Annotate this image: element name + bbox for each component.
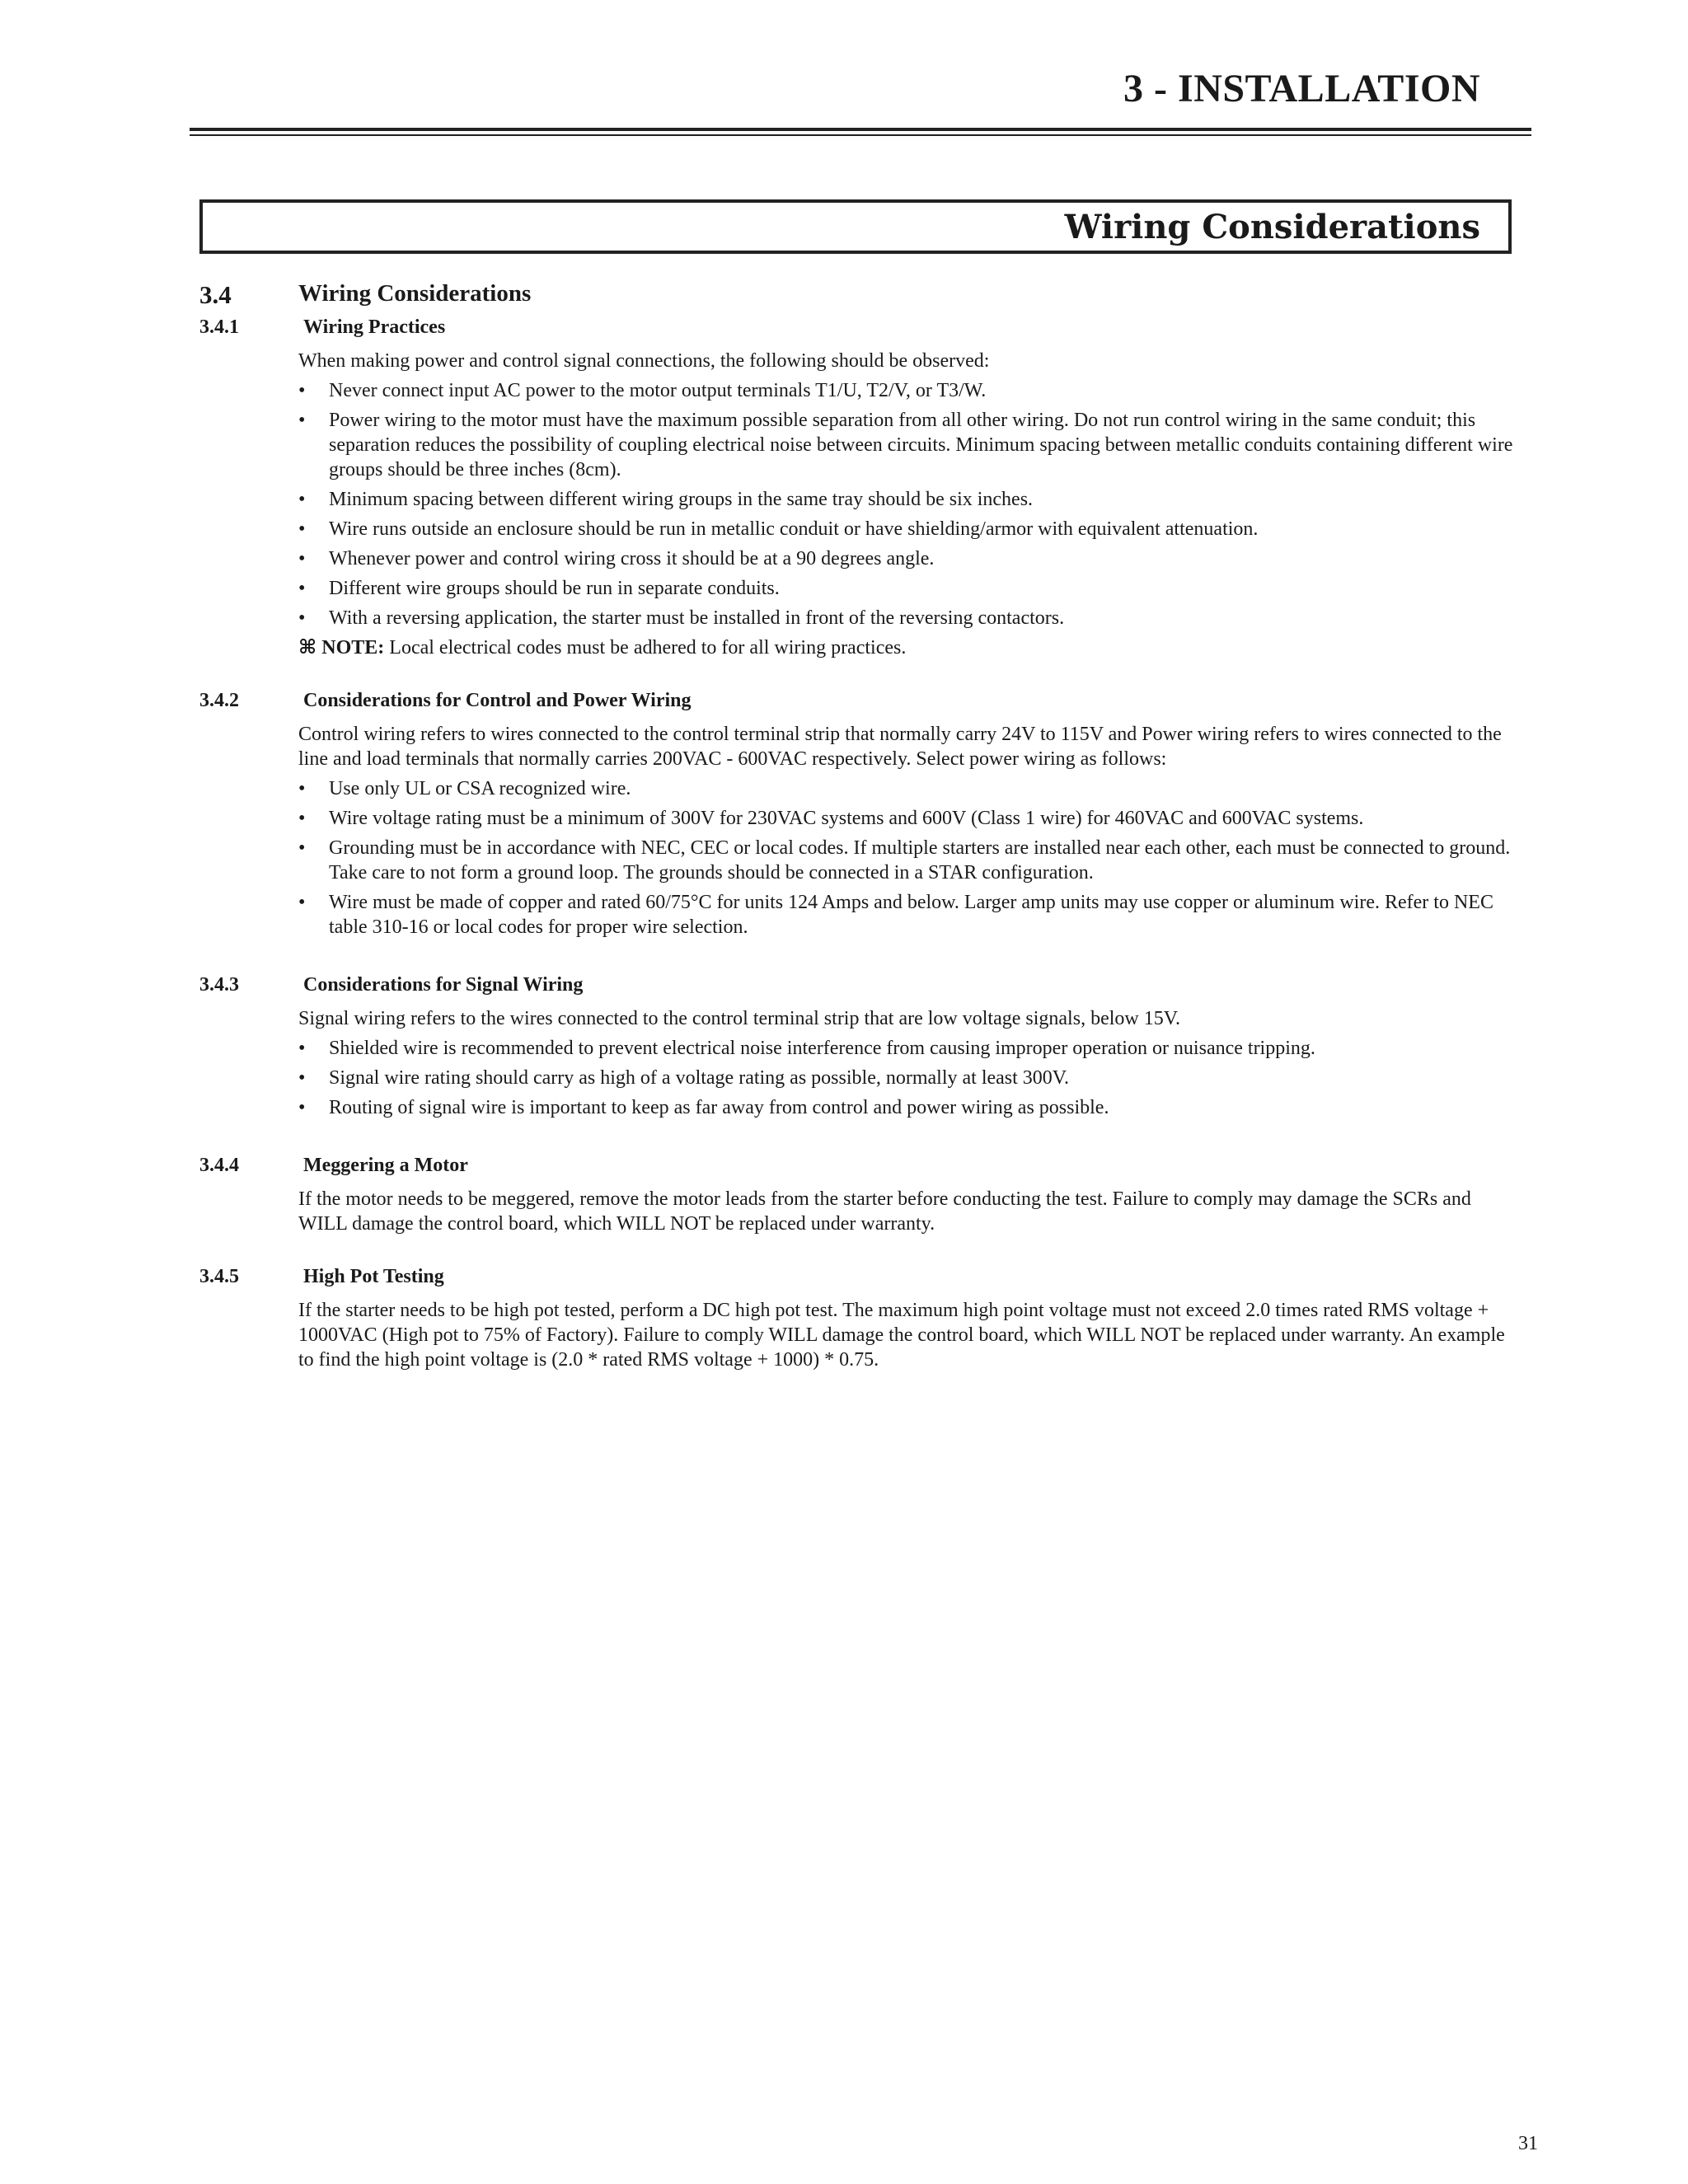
- subsection-number: 3.4.2: [199, 690, 239, 711]
- list-item-text: Grounding must be in accordance with NEC, CEC or local codes. If multiple starters are installed near each other, each must be connected to ground. Take care to not form a ground loop. The grounds should be connected in a STAR configuration.: [329, 837, 1511, 883]
- list-item: [298, 408, 1518, 482]
- list-item-text: Shielded wire is recommended to prevent electrical noise interference from causing improper operation or nuisance tripping.: [329, 1038, 1315, 1059]
- section-banner-title: Wiring Considerations: [1064, 208, 1480, 246]
- subsection-heading-signal-wiring: [199, 974, 1518, 996]
- paragraph: If the motor needs to be meggered, remove the motor leads from the starter before conducting the test. Failure to comply may damage the SCRs and WILL damage the control board, which WILL NOT be replaced under warranty.: [298, 1188, 1471, 1235]
- note-label: ⌘ NOTE:: [298, 637, 385, 658]
- subsection-body-signal-wiring: [298, 1006, 1518, 1120]
- section-number: 3.4: [199, 280, 232, 309]
- spacer: [199, 944, 1518, 974]
- list-item-text: Never connect input AC power to the motor output terminals T1/U, T2/V, or T3/W.: [329, 380, 987, 401]
- note: [298, 635, 1518, 660]
- list-item: [298, 776, 1518, 801]
- header-rule-thin: [190, 134, 1531, 136]
- list-item-text: Signal wire rating should carry as high of a voltage rating as possible, normally at least 300V.: [329, 1067, 1070, 1089]
- bullet-icon: •: [298, 578, 306, 599]
- spacer: [199, 660, 1518, 690]
- list-item-text: With a reversing application, the starter must be installed in front of the reversing contactors.: [329, 607, 1065, 629]
- section-banner: [199, 199, 1512, 254]
- list-item-text: Wire voltage rating must be a minimum of 300V for 230VAC systems and 600V (Class 1 wire) for 460VAC and 600VAC systems.: [329, 808, 1364, 829]
- bullet-icon: •: [298, 548, 306, 569]
- list-item: [298, 606, 1518, 630]
- list-item: [298, 806, 1518, 831]
- subsection-body-meggering: [298, 1187, 1518, 1236]
- chapter-title: 3 - INSTALLATION: [1123, 67, 1480, 110]
- subsection-title: Meggering a Motor: [303, 1155, 468, 1176]
- list-item: [298, 546, 1518, 571]
- page-number: 31: [1518, 2133, 1538, 2154]
- list-item: [298, 487, 1518, 512]
- subsection-number: 3.4.4: [199, 1155, 239, 1176]
- bullet-icon: •: [298, 1038, 306, 1059]
- list-item: [298, 576, 1518, 601]
- list-item: [298, 1036, 1518, 1061]
- list-item: [298, 378, 1518, 403]
- list-item: [298, 1095, 1518, 1120]
- bullet-icon: •: [298, 380, 306, 401]
- intro-paragraph: When making power and control signal connections, the following should be observed:: [298, 350, 990, 372]
- bullet-list: [298, 378, 1518, 630]
- subsection-number: 3.4.5: [199, 1266, 239, 1287]
- list-item-text: Different wire groups should be run in separate conduits.: [329, 578, 780, 599]
- subsection-heading-control-power: [199, 690, 1518, 712]
- list-item: [298, 1066, 1518, 1090]
- bullet-icon: •: [298, 410, 306, 431]
- list-item-text: Wire must be made of copper and rated 60/75°C for units 124 Amps and below. Larger amp units may use copper or aluminum wire. Refer to NEC table 310-16 or local codes for proper wire selection.: [329, 892, 1493, 938]
- subsection-number: 3.4.1: [199, 316, 239, 338]
- bullet-icon: •: [298, 518, 306, 540]
- bullet-icon: •: [298, 837, 306, 859]
- subsection-body-control-power: [298, 722, 1518, 940]
- intro-paragraph: Signal wiring refers to the wires connected to the control terminal strip that are low voltage signals, below 15V.: [298, 1008, 1180, 1029]
- page-content: [199, 280, 1518, 1372]
- list-item-text: Whenever power and control wiring cross it should be at a 90 degrees angle.: [329, 548, 935, 569]
- subsection-heading-wiring-practices: [199, 316, 1518, 339]
- bullet-list: [298, 776, 1518, 940]
- list-item-text: Power wiring to the motor must have the maximum possible separation from all other wiring. Do not run control wiring in the same conduit; this separation reduces the possibility of coupling electrical noise between circuits. Minimum spacing between metallic conduits containing different wire groups should be three inches (8cm).: [329, 410, 1513, 480]
- bullet-icon: •: [298, 1097, 306, 1118]
- bullet-icon: •: [298, 892, 306, 913]
- spacer: [199, 1236, 1518, 1266]
- list-item-text: Routing of signal wire is important to keep as far away from control and power wiring as possible.: [329, 1097, 1109, 1118]
- paragraph: If the starter needs to be high pot tested, perform a DC high pot test. The maximum high point voltage must not exceed 2.0 times rated RMS voltage + 1000VAC (High pot to 75% of Factory). Failure to comply WILL damage the control board, which WILL NOT be replaced under warranty. An example to find the high point voltage is (2.0 * rated RMS voltage + 1000) * 0.75.: [298, 1300, 1505, 1371]
- subsection-title: Considerations for Signal Wiring: [303, 974, 584, 996]
- intro-paragraph: Control wiring refers to wires connected to the control terminal strip that normally carry 24V to 115V and Power wiring refers to wires connected to the line and load terminals that normally carries 200VAC - 600VAC respectively. Select power wiring as follows:: [298, 724, 1502, 770]
- bullet-icon: •: [298, 1067, 306, 1089]
- subsection-title: Considerations for Control and Power Wiring: [303, 690, 692, 711]
- section-title: Wiring Considerations: [298, 280, 532, 307]
- bullet-list: [298, 1036, 1518, 1120]
- subsection-title: High Pot Testing: [303, 1266, 444, 1287]
- list-item: [298, 890, 1518, 940]
- subsection-body-high-pot: [298, 1298, 1518, 1372]
- list-item-text: Use only UL or CSA recognized wire.: [329, 778, 631, 799]
- bullet-icon: •: [298, 808, 306, 829]
- subsection-heading-meggering: [199, 1155, 1518, 1177]
- bullet-icon: •: [298, 607, 306, 629]
- list-item: [298, 517, 1518, 541]
- subsection-number: 3.4.3: [199, 974, 239, 996]
- spacer: [199, 1125, 1518, 1155]
- list-item-text: Minimum spacing between different wiring groups in the same tray should be six inches.: [329, 489, 1034, 510]
- list-item: [298, 836, 1518, 885]
- subsection-title: Wiring Practices: [303, 316, 446, 338]
- subsection-body-wiring-practices: [298, 349, 1518, 660]
- list-item-text: Wire runs outside an enclosure should be run in metallic conduit or have shielding/armor with equivalent attenuation.: [329, 518, 1259, 540]
- header-rule-thick: [190, 128, 1531, 131]
- section-heading: [199, 280, 1518, 310]
- subsection-heading-high-pot: [199, 1266, 1518, 1288]
- bullet-icon: •: [298, 778, 306, 799]
- note-text: Local electrical codes must be adhered to for all wiring practices.: [389, 637, 907, 658]
- bullet-icon: •: [298, 489, 306, 510]
